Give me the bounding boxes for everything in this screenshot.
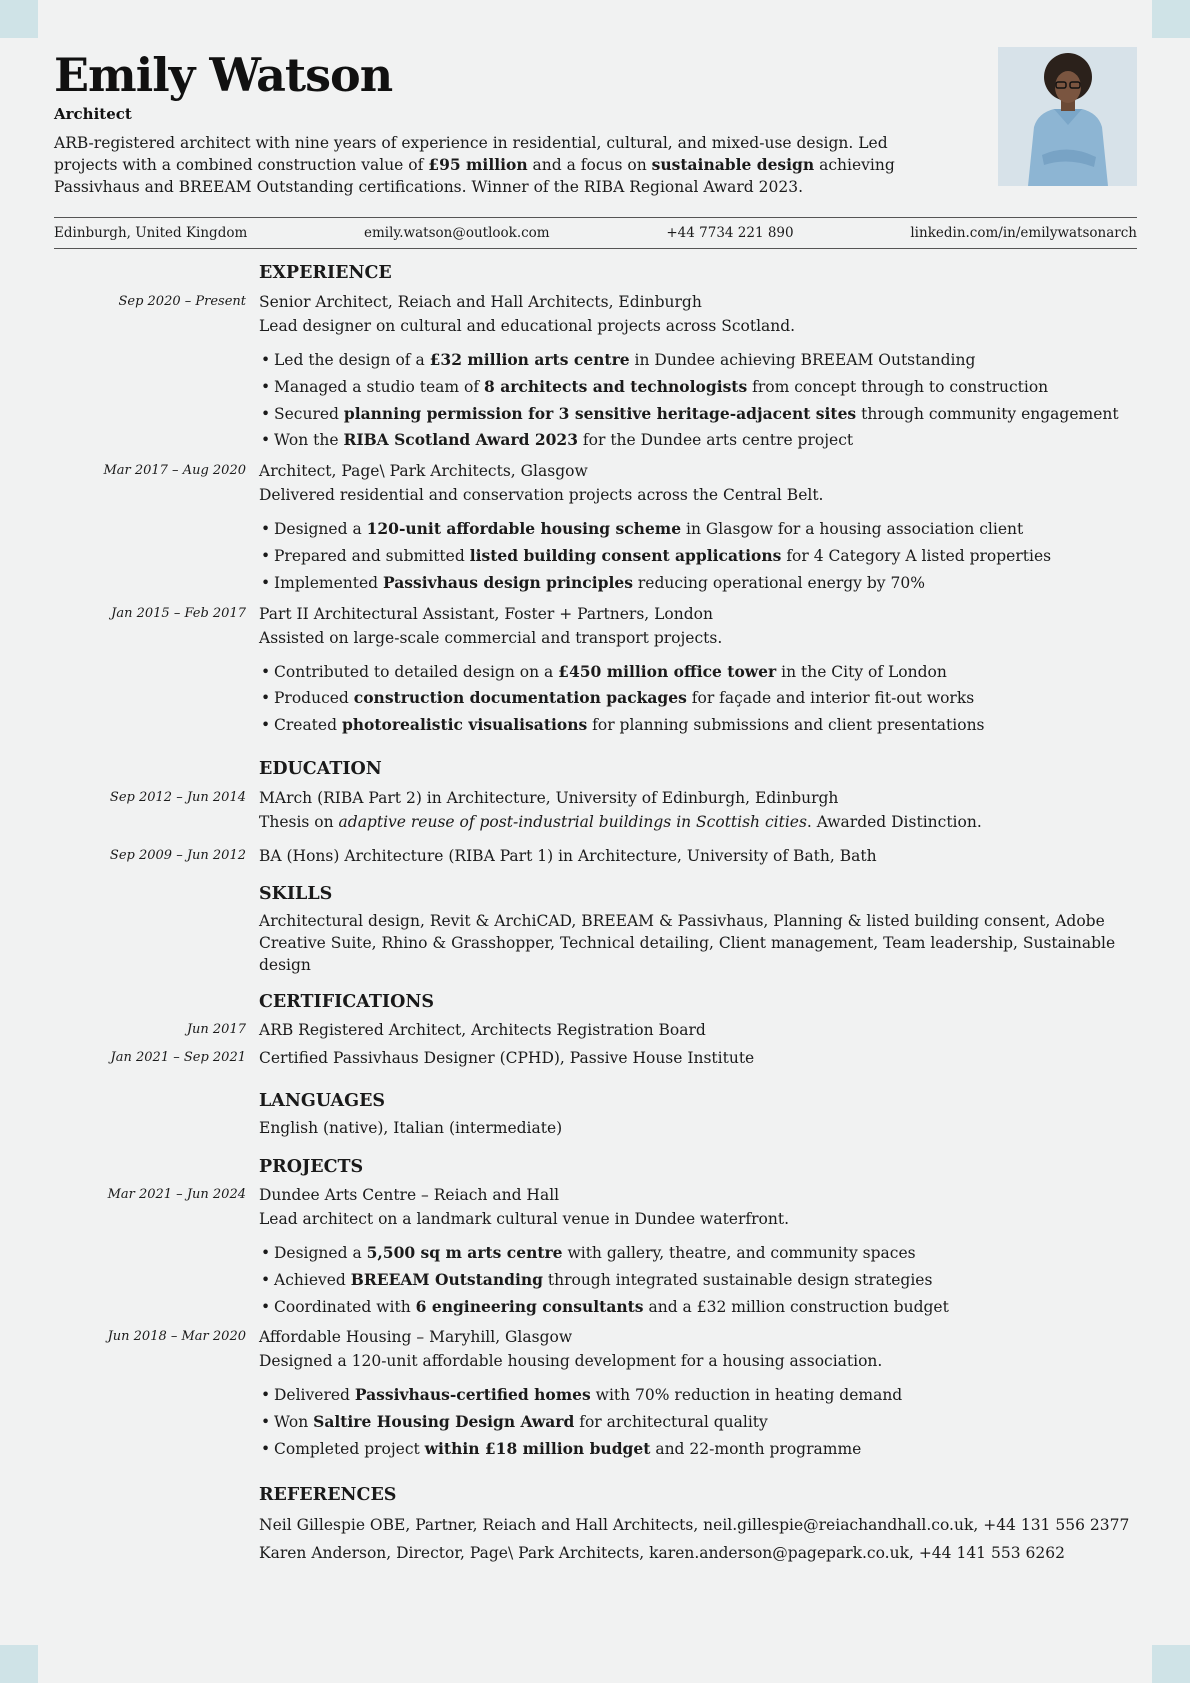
text-run: for the Dundee arts centre project xyxy=(577,431,854,450)
bold-text: 6 engineering consultants xyxy=(415,1296,644,1316)
bullet-item xyxy=(274,347,1190,374)
text-run: Designed a xyxy=(274,1243,367,1262)
education-entry xyxy=(0,844,1190,868)
experience-entry xyxy=(0,290,1190,454)
text-run: Contributed to detailed design on a xyxy=(274,662,559,681)
bold-text: planning permission for 3 sensitive heritage-adjacent sites xyxy=(343,403,857,423)
bold-text: sustainable design xyxy=(651,155,815,174)
corner-decoration-top-right xyxy=(1152,0,1190,38)
text-run: Achieved xyxy=(274,1270,351,1289)
text-run: . Awarded Distinction. xyxy=(806,812,982,831)
bullet-item xyxy=(274,427,1190,454)
text-run: in Dundee achieving BREEAM Outstanding xyxy=(629,351,976,369)
bold-text: £450 million office tower xyxy=(558,661,777,681)
text-run: ARB-registered architect with nine years of experience in residential, cultural, and mixed-use design. Led projects with a combined construction value of xyxy=(54,134,888,174)
profile-summary xyxy=(54,132,954,198)
corner-decoration-top-left xyxy=(0,0,38,38)
text-run: Prepared and submitted xyxy=(274,546,470,565)
text-run: with 70% reduction in heating demand xyxy=(590,1386,903,1405)
corner-decoration-bottom-left xyxy=(0,1645,38,1683)
experience-dates: Mar 2017 – Aug 2020 xyxy=(103,463,246,479)
education-dates: Sep 2012 – Jun 2014 xyxy=(109,789,246,805)
text-run: Designed a xyxy=(274,520,367,539)
languages-list: English (native), Italian (intermediate) xyxy=(259,1118,563,1137)
candidate-name: Emily Watson xyxy=(54,48,393,102)
project-dates: Jun 2018 – Mar 2020 xyxy=(107,1329,246,1345)
text-run: through integrated sustainable design strategies xyxy=(542,1270,933,1289)
section-title-projects: PROJECTS xyxy=(259,1156,364,1177)
certification-dates: Jan 2021 – Sep 2021 xyxy=(110,1049,246,1065)
certification-title: ARB Registered Architect, Architects Registration Board xyxy=(259,1020,706,1039)
project-entry xyxy=(0,1325,1190,1462)
text-run: and 22-month programme xyxy=(650,1439,862,1458)
text-run: Secured xyxy=(274,404,344,423)
experience-description: Assisted on large-scale commercial and transport projects. xyxy=(259,628,723,647)
text-run: Led the design of a xyxy=(274,351,430,369)
education-title: MArch (RIBA Part 2) in Architecture, University of Edinburgh, Edinburgh xyxy=(259,788,839,807)
section-title-skills: SKILLS xyxy=(259,883,333,904)
project-description: Lead architect on a landmark cultural venue in Dundee waterfront. xyxy=(259,1209,789,1228)
project-bullets xyxy=(0,1240,1190,1320)
bullet-item xyxy=(274,712,1190,739)
bold-text: Passivhaus design principles xyxy=(382,572,633,592)
text-run: through community engagement xyxy=(856,404,1119,423)
section-title-education: EDUCATION xyxy=(259,758,382,779)
experience-bullets xyxy=(0,659,1190,739)
experience-description: Delivered residential and conservation projects across the Central Belt. xyxy=(259,486,824,505)
bullet-item xyxy=(274,1240,1190,1267)
text-run: in Glasgow for a housing association client xyxy=(681,520,1024,539)
experience-bullets xyxy=(0,347,1190,454)
text-run: Implemented xyxy=(274,573,383,592)
experience-title: Senior Architect, Reiach and Hall Architects, Edinburgh xyxy=(259,293,702,311)
bullet-item xyxy=(274,516,1190,543)
bold-text: construction documentation packages xyxy=(353,688,687,708)
project-title: Dundee Arts Centre – Reiach and Hall xyxy=(259,1185,560,1204)
education-description xyxy=(259,810,1190,835)
bullet-item xyxy=(274,659,1190,686)
text-run: from concept through to construction xyxy=(747,377,1049,396)
experience-title: Part II Architectural Assistant, Foster + Partners, London xyxy=(259,604,713,623)
experience-dates: Sep 2020 – Present xyxy=(118,294,246,309)
experience-dates: Jan 2015 – Feb 2017 xyxy=(111,605,246,621)
contact-phone[interactable]: +44 7734 221 890 xyxy=(666,225,794,241)
bullet-item xyxy=(274,685,1190,712)
contact-linkedin[interactable]: linkedin.com/in/emilywatsonarch xyxy=(910,225,1137,241)
certification-dates: Jun 2017 xyxy=(186,1021,246,1037)
text-run: and a focus on xyxy=(527,156,652,174)
section-title-certifications: CERTIFICATIONS xyxy=(259,991,434,1012)
reference-item: Karen Anderson, Director, Page\ Park Architects, karen.anderson@pagepark.co.uk, +44 141 553 6262 xyxy=(259,1543,1065,1562)
certification-entry xyxy=(0,1046,1190,1070)
reference-item: Neil Gillespie OBE, Partner, Reiach and Hall Architects, neil.gillespie@reiachandhall.co.uk, +44 131 556 2377 xyxy=(259,1515,1130,1534)
bold-text: 5,500 sq m arts centre xyxy=(366,1242,563,1262)
contact-location: Edinburgh, United Kingdom xyxy=(54,225,248,241)
text-run: Delivered xyxy=(274,1386,355,1405)
bold-text: RIBA Scotland Award 2023 xyxy=(343,430,578,450)
text-run: Thesis on xyxy=(259,812,339,831)
text-run: for planning submissions and client presentations xyxy=(587,716,985,735)
skills-list: Architectural design, Revit & ArchiCAD, BREEAM & Passivhaus, Planning & listed building consent, Adobe Creative Suite, Rhino & Grasshopper, Technical detailing, Client management, Team leadership, Sustainable design xyxy=(259,911,1116,974)
section-title-references: REFERENCES xyxy=(259,1484,397,1505)
project-description: Designed a 120-unit affordable housing development for a housing association. xyxy=(259,1352,883,1371)
bullet-item xyxy=(274,1294,1190,1321)
project-bullets xyxy=(0,1382,1190,1462)
bullet-item xyxy=(274,1382,1190,1409)
text-run: achieving Passivhaus and BREEAM Outstanding certifications. Winner of the RIBA Regional Award 2023. xyxy=(54,156,895,196)
bullet-item xyxy=(274,374,1190,401)
bullet-item xyxy=(274,401,1190,428)
experience-entry xyxy=(0,602,1190,739)
text-run: for architectural quality xyxy=(574,1413,768,1432)
project-title: Affordable Housing – Maryhill, Glasgow xyxy=(259,1328,573,1347)
bold-text: £32 million arts centre xyxy=(429,350,630,369)
text-run: Managed a studio team of xyxy=(274,377,485,396)
bullet-item xyxy=(274,570,1190,597)
text-run: Produced xyxy=(274,689,354,708)
bullet-item xyxy=(274,1409,1190,1436)
corner-decoration-bottom-right xyxy=(1152,1645,1190,1683)
text-run: Coordinated with xyxy=(274,1297,416,1316)
text-run: for façade and interior fit-out works xyxy=(686,689,975,708)
education-dates: Sep 2009 – Jun 2012 xyxy=(109,847,246,863)
text-run: Created xyxy=(274,716,342,735)
bold-text: 8 architects and technologists xyxy=(484,376,748,396)
text-run: Completed project xyxy=(274,1439,425,1458)
bold-text: listed building consent applications xyxy=(469,545,782,565)
project-dates: Mar 2021 – Jun 2024 xyxy=(107,1186,246,1202)
experience-bullets xyxy=(0,516,1190,596)
text-run: with gallery, theatre, and community spaces xyxy=(562,1243,916,1262)
bold-text: within £18 million budget xyxy=(424,1438,651,1458)
education-entry xyxy=(0,786,1190,835)
contact-bar xyxy=(54,217,1137,249)
bold-text: £95 million xyxy=(428,155,528,174)
project-entry xyxy=(0,1183,1190,1320)
education-title: BA (Hons) Architecture (RIBA Part 1) in Architecture, University of Bath, Bath xyxy=(259,846,877,865)
bullet-item xyxy=(274,1267,1190,1294)
resume-body xyxy=(0,259,1190,1567)
text-run: for 4 Category A listed properties xyxy=(781,546,1052,565)
candidate-role: Architect xyxy=(54,105,132,123)
text-run: reducing operational energy by 70% xyxy=(632,573,925,592)
bold-text: Passivhaus-certified homes xyxy=(354,1385,591,1405)
bold-text: Saltire Housing Design Award xyxy=(313,1412,575,1432)
certification-title: Certified Passivhaus Designer (CPHD), Passive House Institute xyxy=(259,1048,755,1067)
profile-photo-illustration xyxy=(998,47,1137,186)
bold-text: 120-unit affordable housing scheme xyxy=(366,519,682,539)
text-run: in the City of London xyxy=(776,662,947,681)
experience-description: Lead designer on cultural and educational projects across Scotland. xyxy=(259,317,796,335)
bullet-item xyxy=(274,1436,1190,1463)
bold-text: BREEAM Outstanding xyxy=(350,1269,543,1289)
experience-entry xyxy=(0,459,1190,596)
contact-email[interactable]: emily.watson@outlook.com xyxy=(364,225,550,241)
text-run: Won the xyxy=(274,431,344,450)
section-title-experience: EXPERIENCE xyxy=(259,263,392,283)
bold-text: photorealistic visualisations xyxy=(341,715,588,735)
text-run: and a £32 million construction budget xyxy=(643,1297,949,1316)
section-title-languages: LANGUAGES xyxy=(259,1090,386,1111)
profile-photo xyxy=(998,47,1137,186)
text-run: Won xyxy=(274,1413,314,1432)
italic-text: adaptive reuse of post-industrial buildings in Scottish cities xyxy=(338,812,807,831)
certification-entry xyxy=(0,1018,1190,1042)
bullet-item xyxy=(274,543,1190,570)
experience-title: Architect, Page\ Park Architects, Glasgow xyxy=(259,462,588,481)
